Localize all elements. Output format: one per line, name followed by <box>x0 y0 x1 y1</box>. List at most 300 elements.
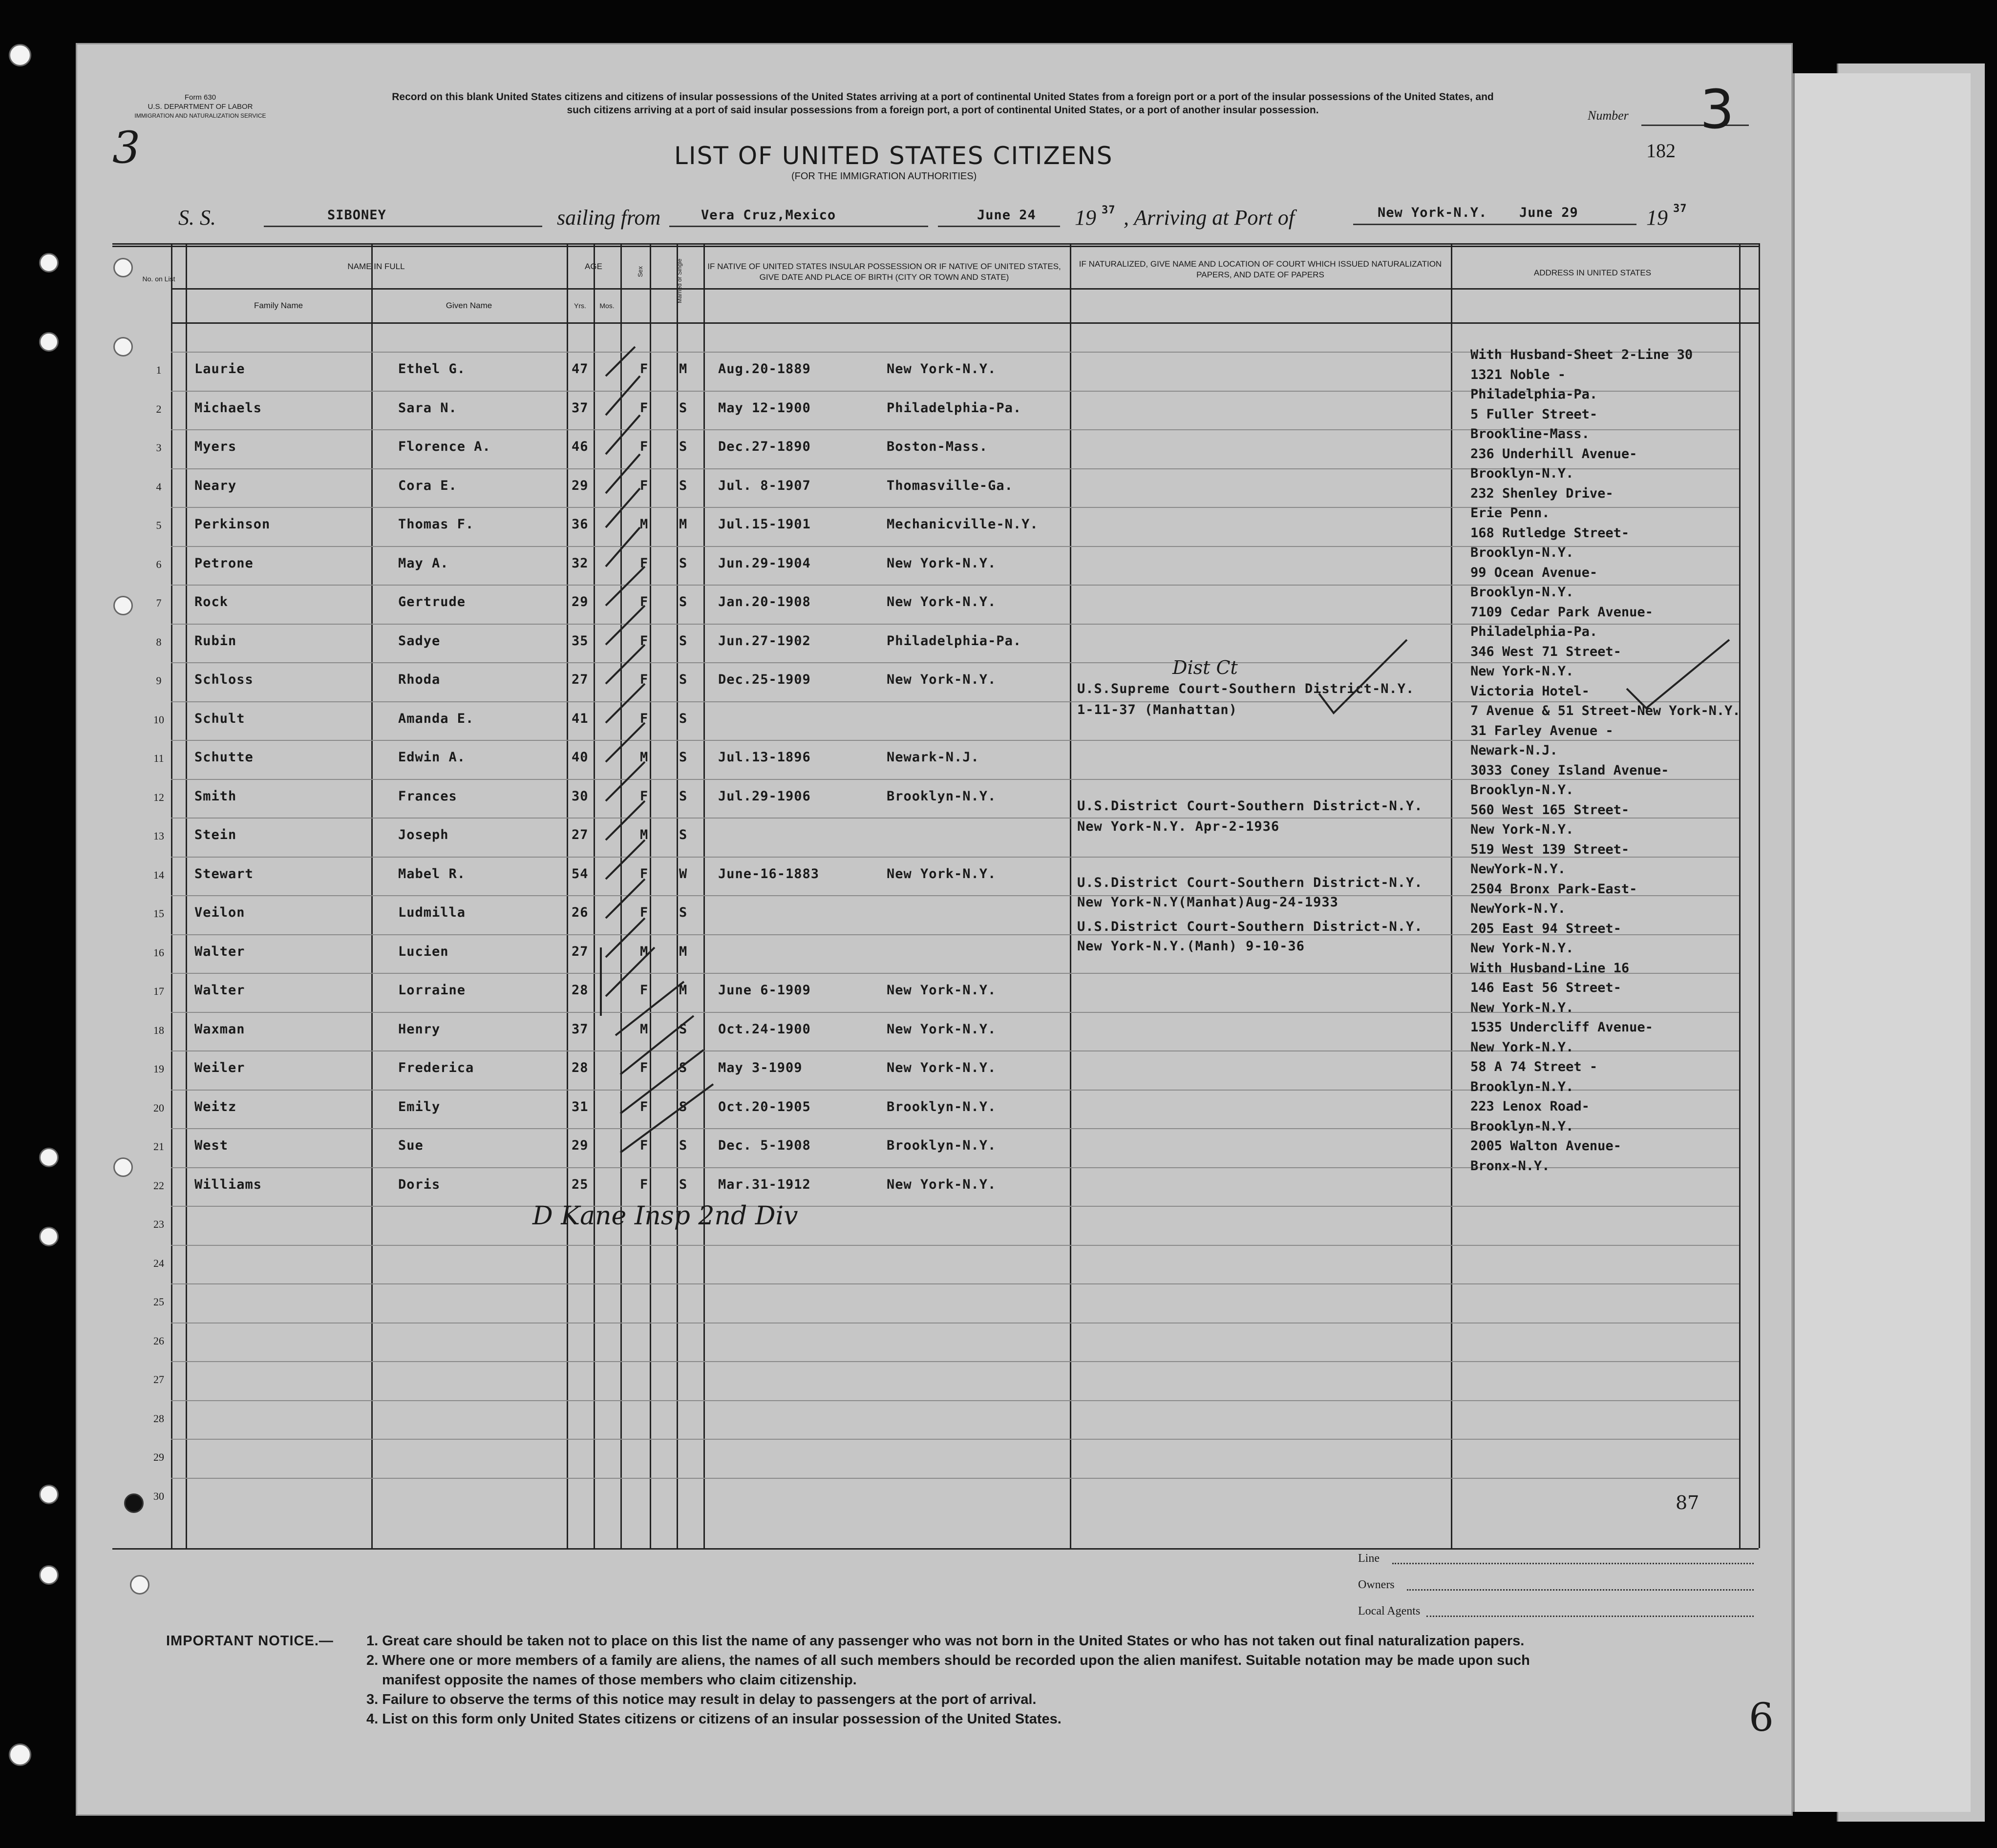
col-head-family: Family Name <box>254 301 303 310</box>
age-years: 35 <box>572 633 589 649</box>
address-line: Bronx-N.Y. <box>1470 1158 1550 1174</box>
page-count: 87 <box>1676 1492 1700 1513</box>
address-line: Erie Penn. <box>1470 505 1550 521</box>
check-mark <box>606 415 640 454</box>
row-number: 14 <box>153 868 164 881</box>
table-bottom-border <box>112 1548 1759 1550</box>
agents-fill <box>1426 1616 1754 1617</box>
sex: F <box>640 1138 649 1153</box>
given-name: Thomas F. <box>398 517 474 532</box>
departure-port: Vera Cruz,Mexico <box>701 208 836 223</box>
number-label: Number <box>1588 108 1629 123</box>
birth-place: Brooklyn-N.Y. <box>887 1138 997 1153</box>
punch-hole <box>113 258 133 277</box>
birth-place: New York-N.Y. <box>887 866 997 882</box>
table-top-border <box>112 243 1759 245</box>
sail-date: June 24 <box>977 208 1036 223</box>
address-line: NewYork-N.Y. <box>1470 901 1566 916</box>
sex: F <box>640 983 649 998</box>
check-mark <box>606 567 645 606</box>
birth-place: Philadelphia-Pa. <box>887 400 1022 416</box>
check-mark <box>606 801 645 840</box>
address-line: 236 Underhill Avenue- <box>1470 446 1637 462</box>
row-number: 21 <box>153 1140 164 1153</box>
binder-hole <box>9 1743 31 1766</box>
birth-place: New York-N.Y. <box>887 1176 997 1192</box>
marital-status: S <box>679 1060 688 1075</box>
col-head-married: Married or Single <box>676 258 683 303</box>
col-head-sex: Sex <box>637 266 644 277</box>
marital-status: S <box>679 633 688 649</box>
sex: F <box>640 788 649 804</box>
col-head-name: NAME IN FULL <box>347 262 405 271</box>
punch-hole <box>124 1493 144 1513</box>
given-name: Emily <box>398 1099 441 1114</box>
address-line: Brooklyn-N.Y. <box>1470 1079 1574 1094</box>
row-rule <box>171 1361 1739 1362</box>
form-identifier <box>112 93 288 121</box>
address-line: 7109 Cedar Park Avenue- <box>1470 604 1653 620</box>
binder-hole <box>9 44 31 66</box>
address-line: 519 West 139 Street- <box>1470 841 1630 857</box>
address-line: New York-N.Y. <box>1470 1039 1574 1055</box>
check-mark <box>606 488 640 527</box>
agents-label: Local Agents <box>1358 1605 1421 1617</box>
marital-status: S <box>679 1138 688 1153</box>
address-line: 2504 Bronx Park-East- <box>1470 881 1637 897</box>
sex: M <box>640 1021 649 1037</box>
row-rule <box>171 1439 1739 1440</box>
given-name: Florence A. <box>398 439 491 454</box>
binder-hole <box>39 1148 59 1167</box>
row-number: 28 <box>153 1412 164 1425</box>
address-line: 223 Lenox Road- <box>1470 1099 1590 1114</box>
age-years: 31 <box>572 1099 589 1114</box>
address-line: 232 Shenley Drive- <box>1470 485 1614 501</box>
age-years: 46 <box>572 439 589 454</box>
row-number: 19 <box>153 1063 164 1075</box>
arrival-port: New York-N.Y. <box>1378 205 1487 220</box>
address-line: New York-N.Y. <box>1470 664 1574 679</box>
arrival-year: 37 <box>1673 203 1687 215</box>
address-line: Newark-N.J. <box>1470 743 1558 758</box>
marital-status: S <box>679 711 688 726</box>
given-name: Edwin A. <box>398 750 466 765</box>
family-name: Waxman <box>194 1021 245 1037</box>
sex: F <box>640 905 649 920</box>
family-name: Petrone <box>194 555 254 571</box>
address-line: Brooklyn-N.Y. <box>1470 585 1574 600</box>
punch-hole <box>130 1575 149 1595</box>
row-number: 4 <box>156 480 162 493</box>
address-line: 1321 Noble - <box>1470 367 1566 382</box>
address-line: NewYork-N.Y. <box>1470 861 1566 877</box>
check-mark <box>616 982 684 1035</box>
given-name: Henry <box>398 1021 441 1037</box>
marital-status: S <box>679 478 688 493</box>
col-head-birth: IF NATIVE OF UNITED STATES INSULAR POSSESSION OR IF NATIVE OF UNITED STATES, GIVE DATE AND PLACE OF BIRTH (CITY OR TOWN AND STATE) <box>707 262 1061 282</box>
birth-place: New York-N.Y. <box>887 594 997 609</box>
family-name: Michaels <box>194 400 262 416</box>
sex: M <box>640 517 649 532</box>
address-line: 99 Ocean Avenue- <box>1470 565 1598 580</box>
family-name: Neary <box>194 478 237 493</box>
naturalization-entry-16-line1: U.S.District Court-Southern District-N.Y. <box>1077 919 1423 934</box>
birth-date: Dec.27-1890 <box>718 439 811 454</box>
naturalization-entry-12-line2: New York-N.Y. Apr-2-1936 <box>1077 819 1280 834</box>
row-rule <box>171 779 1739 780</box>
address-line: Victoria Hotel- <box>1470 683 1590 699</box>
birth-place: Mechanicville-N.Y. <box>887 517 1039 532</box>
row-rule <box>171 1283 1739 1284</box>
age-years: 36 <box>572 517 589 532</box>
birth-date: Mar.31-1912 <box>718 1176 811 1192</box>
address-line: 3033 Coney Island Avenue- <box>1470 762 1669 778</box>
row-number: 16 <box>153 946 164 959</box>
corner-handwritten-number: 3 <box>112 122 141 173</box>
port-underline <box>669 226 928 227</box>
row-number: 15 <box>153 907 164 920</box>
given-name: Gertrude <box>398 594 466 609</box>
row-number: 22 <box>153 1179 164 1192</box>
marital-status: M <box>679 517 688 532</box>
row-number: 10 <box>153 713 164 726</box>
row-number: 2 <box>156 402 162 415</box>
birth-place: New York-N.Y. <box>887 1060 997 1075</box>
col-head-mos: Mos. <box>599 302 615 310</box>
verification-checks <box>1309 635 1749 723</box>
naturalization-entry-12-line1: U.S.District Court-Southern District-N.Y. <box>1077 798 1423 814</box>
punch-hole <box>113 1157 133 1177</box>
marital-status: S <box>679 594 688 609</box>
address-line: 5 Fuller Street- <box>1470 406 1598 422</box>
row-number: 18 <box>153 1024 164 1036</box>
sex: F <box>640 478 649 493</box>
age-years: 27 <box>572 944 589 959</box>
sex: F <box>640 711 649 726</box>
column-divider <box>1759 243 1760 1548</box>
age-years: 32 <box>572 555 589 571</box>
sex: M <box>640 944 649 959</box>
department-name: U.S. DEPARTMENT OF LABOR <box>148 103 253 111</box>
check-mark <box>606 645 645 684</box>
check-mark <box>606 840 645 879</box>
ss-label: S. S. <box>178 206 216 230</box>
age-years: 26 <box>572 905 589 920</box>
address-line: 31 Farley Avenue - <box>1470 723 1614 738</box>
birth-place: Boston-Mass. <box>887 439 988 454</box>
notice-item: 3. Failure to observe the terms of this notice may result in delay to passengers at the port of arrival. <box>366 1692 1037 1707</box>
sailing-label: sailing from <box>557 206 661 230</box>
binder-hole <box>39 1485 59 1504</box>
punch-hole <box>113 337 133 357</box>
marital-status: S <box>679 555 688 571</box>
check-mark <box>606 527 640 567</box>
family-name: Stein <box>194 827 237 842</box>
notice-list <box>366 1631 1530 1729</box>
sex: F <box>640 866 649 882</box>
age-years: 37 <box>572 400 589 416</box>
given-name: Joseph <box>398 827 449 842</box>
marital-status: M <box>679 983 688 998</box>
handwritten-check-marks <box>576 332 821 1211</box>
arrival-underline <box>1353 224 1636 225</box>
birth-date: Oct.24-1900 <box>718 1021 811 1037</box>
family-name: Walter <box>194 944 245 959</box>
stamped-serial: 182 <box>1646 140 1676 162</box>
row-number: 29 <box>153 1451 164 1463</box>
birth-date: May 3-1909 <box>718 1060 803 1075</box>
row-number: 23 <box>153 1218 164 1230</box>
row-rule <box>171 740 1739 741</box>
given-name: Ethel G. <box>398 361 466 377</box>
birth-place: New York-N.Y. <box>887 1021 997 1037</box>
family-name: West <box>194 1138 229 1153</box>
arrival-date: June 29 <box>1519 205 1578 220</box>
row-number: 13 <box>153 830 164 842</box>
sex: F <box>640 400 649 416</box>
birth-date: Jul. 8-1907 <box>718 478 811 493</box>
row-number: 24 <box>153 1257 164 1269</box>
birth-place: New York-N.Y. <box>887 672 997 687</box>
col-head-naturalized: IF NATURALIZED, GIVE NAME AND LOCATION OF COURT WHICH ISSUED NATURALIZATION PAPERS, AND DATE OF PAPERS <box>1079 259 1442 279</box>
column-divider <box>1739 243 1741 1548</box>
family-name: Weitz <box>194 1099 237 1114</box>
marital-status: S <box>679 1099 688 1114</box>
ship-underline <box>264 226 542 227</box>
check-mark <box>606 376 640 415</box>
binder-hole <box>39 1227 59 1246</box>
address-line: 58 A 74 Street - <box>1470 1059 1598 1074</box>
page-subtitle: (FOR THE IMMIGRATION AUTHORITIES) <box>791 171 977 182</box>
punch-hole <box>113 596 133 615</box>
row-number: 6 <box>156 558 162 570</box>
address-line: With Husband-Sheet 2-Line 30 <box>1470 347 1693 362</box>
col-head-given: Given Name <box>446 301 492 310</box>
family-name: Myers <box>194 439 237 454</box>
given-name: Lorraine <box>398 983 466 998</box>
marital-status: S <box>679 750 688 765</box>
binder-hole <box>39 1565 59 1585</box>
marital-status: S <box>679 827 688 842</box>
marital-status: W <box>679 866 688 882</box>
sex: F <box>640 1060 649 1075</box>
birth-date: Dec.25-1909 <box>718 672 811 687</box>
birth-place: New York-N.Y. <box>887 361 997 377</box>
family-name: Rock <box>194 594 229 609</box>
row-number: 5 <box>156 519 162 531</box>
row-rule <box>171 818 1739 819</box>
inspector-signature: D Kane Insp 2nd Div <box>532 1201 798 1231</box>
check-mark <box>606 606 645 645</box>
row-number: 12 <box>153 791 164 803</box>
binder-hole <box>39 332 59 352</box>
check-mark <box>606 947 655 996</box>
birth-place: Philadelphia-Pa. <box>887 633 1022 649</box>
sex: M <box>640 750 649 765</box>
birth-date: Jul.13-1896 <box>718 750 811 765</box>
row-number: 8 <box>156 635 162 648</box>
address-line: 7 Avenue & 51 Street-New York-N.Y. <box>1470 703 1741 718</box>
age-years: 37 <box>572 1021 589 1037</box>
address-line: 1535 Undercliff Avenue- <box>1470 1020 1653 1035</box>
family-name: Schult <box>194 711 245 726</box>
sex: F <box>640 594 649 609</box>
handwritten-court-correction: Dist Ct <box>1172 657 1238 678</box>
given-name: May A. <box>398 555 449 571</box>
given-name: Sara N. <box>398 400 457 416</box>
row-number: 3 <box>156 441 162 454</box>
arriving-label: , Arriving at Port of <box>1124 206 1295 230</box>
row-number: 30 <box>153 1490 164 1502</box>
sex: F <box>640 439 649 454</box>
birth-date: June 6-1909 <box>718 983 811 998</box>
row-number: 25 <box>153 1296 164 1308</box>
given-name: Lucien <box>398 944 449 959</box>
sex: M <box>640 827 649 842</box>
naturalization-entry-14-line2: New York-N.Y(Manhat)Aug-24-1933 <box>1077 895 1338 910</box>
underlying-page <box>1793 73 1971 1812</box>
ship-name: SIBONEY <box>327 208 386 223</box>
address-line: New York-N.Y. <box>1470 822 1574 837</box>
year-prefix-2: 19 <box>1646 206 1668 230</box>
row-number: 26 <box>153 1334 164 1347</box>
col-head-no: No. on List <box>142 275 175 283</box>
col-head-yrs: Yrs. <box>574 302 586 310</box>
age-years: 25 <box>572 1176 589 1192</box>
owners-fill <box>1407 1589 1754 1591</box>
check-mark <box>606 879 645 918</box>
check-mark <box>606 723 645 762</box>
birth-place: Brooklyn-N.Y. <box>887 788 997 804</box>
line-fill <box>1392 1563 1754 1564</box>
year-prefix: 19 <box>1075 206 1096 230</box>
sex: F <box>640 361 649 377</box>
address-line: 2005 Walton Avenue- <box>1470 1138 1621 1154</box>
row-rule <box>171 1400 1739 1401</box>
row-number: 1 <box>156 364 162 376</box>
given-name: Amanda E. <box>398 711 474 726</box>
check-mark <box>606 454 640 493</box>
date-underline <box>938 226 1060 227</box>
marital-status: S <box>679 788 688 804</box>
line-label: Line <box>1358 1552 1380 1565</box>
address-line: Brooklyn-N.Y. <box>1470 782 1574 798</box>
number-value: 3 <box>1700 78 1734 141</box>
check-mark <box>1627 640 1729 708</box>
row-number: 9 <box>156 674 162 687</box>
birth-date: Dec. 5-1908 <box>718 1138 811 1153</box>
row-number: 27 <box>153 1373 164 1386</box>
birth-date: Jun.29-1904 <box>718 555 811 571</box>
sail-year: 37 <box>1102 204 1116 216</box>
family-name: Walter <box>194 983 245 998</box>
record-instructions: Record on this blank United States citizens and citizens of insular possessions of the United States arriving at a port of continental United States from a foreign port or a port of the insular possessions of the United States, and such citizens arriving at a port of said insular possessions from a foreign port, a port of continental United States, or a port of another insular possession. <box>392 91 1494 116</box>
given-name: Frances <box>398 788 457 804</box>
birth-date: Aug.20-1889 <box>718 361 811 377</box>
row-rule <box>171 1245 1739 1246</box>
naturalization-entry-9-line2: 1-11-37 (Manhattan) <box>1077 702 1237 717</box>
notice-item: 4. List on this form only United States citizens or citizens of an insular possession of the United States. <box>366 1711 1062 1727</box>
family-name: Perkinson <box>194 517 271 532</box>
table-top-border <box>112 246 1759 247</box>
check-mark <box>620 1084 713 1153</box>
given-name: Rhoda <box>398 672 441 687</box>
birth-place: Newark-N.J. <box>887 750 979 765</box>
subheader-divider <box>171 288 1759 290</box>
age-years: 47 <box>572 361 589 377</box>
address-line: Philadelphia-Pa. <box>1470 387 1598 402</box>
sex: F <box>640 1099 649 1114</box>
birth-place: Thomasville-Ga. <box>887 478 1013 493</box>
age-years: 29 <box>572 1138 589 1153</box>
family-name: Schutte <box>194 750 254 765</box>
check-mark <box>606 762 645 801</box>
address-line: 560 West 165 Street- <box>1470 802 1630 818</box>
sex: F <box>640 672 649 687</box>
notice-item: 1. Great care should be taken not to place on this list the name of any passenger who was not born in the United States or who has not taken out final naturalization papers. <box>366 1633 1525 1649</box>
family-name: Stewart <box>194 866 254 882</box>
family-name: Laurie <box>194 361 245 377</box>
age-years: 40 <box>572 750 589 765</box>
marital-status: S <box>679 439 688 454</box>
form-number: Form 630 <box>184 93 216 102</box>
address-line: Brooklyn-N.Y. <box>1470 545 1574 560</box>
marital-status: S <box>679 1176 688 1192</box>
row-rule <box>171 1206 1739 1207</box>
check-mark <box>606 347 635 376</box>
birth-date: Oct.20-1905 <box>718 1099 811 1114</box>
age-years: 54 <box>572 866 589 882</box>
address-line: New York-N.Y. <box>1470 941 1574 956</box>
check-mark <box>620 1050 703 1113</box>
naturalization-entry-16-line2: New York-N.Y.(Manh) 9-10-36 <box>1077 939 1305 954</box>
check-mark <box>1319 640 1407 713</box>
check-mark <box>606 684 645 723</box>
address-line: Brooklyn-N.Y. <box>1470 466 1574 481</box>
corner-page-number: 6 <box>1749 1695 1774 1740</box>
marital-status: S <box>679 400 688 416</box>
age-years: 28 <box>572 1060 589 1075</box>
age-years: 29 <box>572 478 589 493</box>
notice-item: 2. Where one or more members of a family are aliens, the names of all such members should be recorded upon the alien manifest. Suitable notation may be made upon such <box>366 1653 1530 1668</box>
marital-status: S <box>679 672 688 687</box>
notice-item: manifest opposite the names of those members who claim citizenship. <box>382 1672 857 1688</box>
marital-status: M <box>679 944 688 959</box>
family-name: Smith <box>194 788 237 804</box>
age-years: 27 <box>572 827 589 842</box>
birth-date: May 12-1900 <box>718 400 811 416</box>
age-years: 29 <box>572 594 589 609</box>
service-name: IMMIGRATION AND NATURALIZATION SERVICE <box>134 112 266 119</box>
birth-date: Jun.27-1902 <box>718 633 811 649</box>
sex: F <box>640 555 649 571</box>
naturalization-entry-14-line1: U.S.District Court-Southern District-N.Y. <box>1077 875 1423 890</box>
birth-date: Jul.15-1901 <box>718 517 811 532</box>
family-name: Williams <box>194 1176 262 1192</box>
naturalization-entry-9-line1: U.S.Supreme Court-Southern District-N.Y. <box>1077 681 1415 696</box>
family-name: Rubin <box>194 633 237 649</box>
page-title: LIST OF UNITED STATES CITIZENS <box>674 142 1113 170</box>
given-name: Ludmilla <box>398 905 466 920</box>
address-line: New York-N.Y. <box>1470 1000 1574 1015</box>
row-number: 17 <box>153 985 164 997</box>
check-mark <box>606 918 645 957</box>
marital-status: S <box>679 905 688 920</box>
marital-status: S <box>679 1021 688 1037</box>
family-name: Weiler <box>194 1060 245 1075</box>
address-line: With Husband-Line 16 <box>1470 960 1630 976</box>
